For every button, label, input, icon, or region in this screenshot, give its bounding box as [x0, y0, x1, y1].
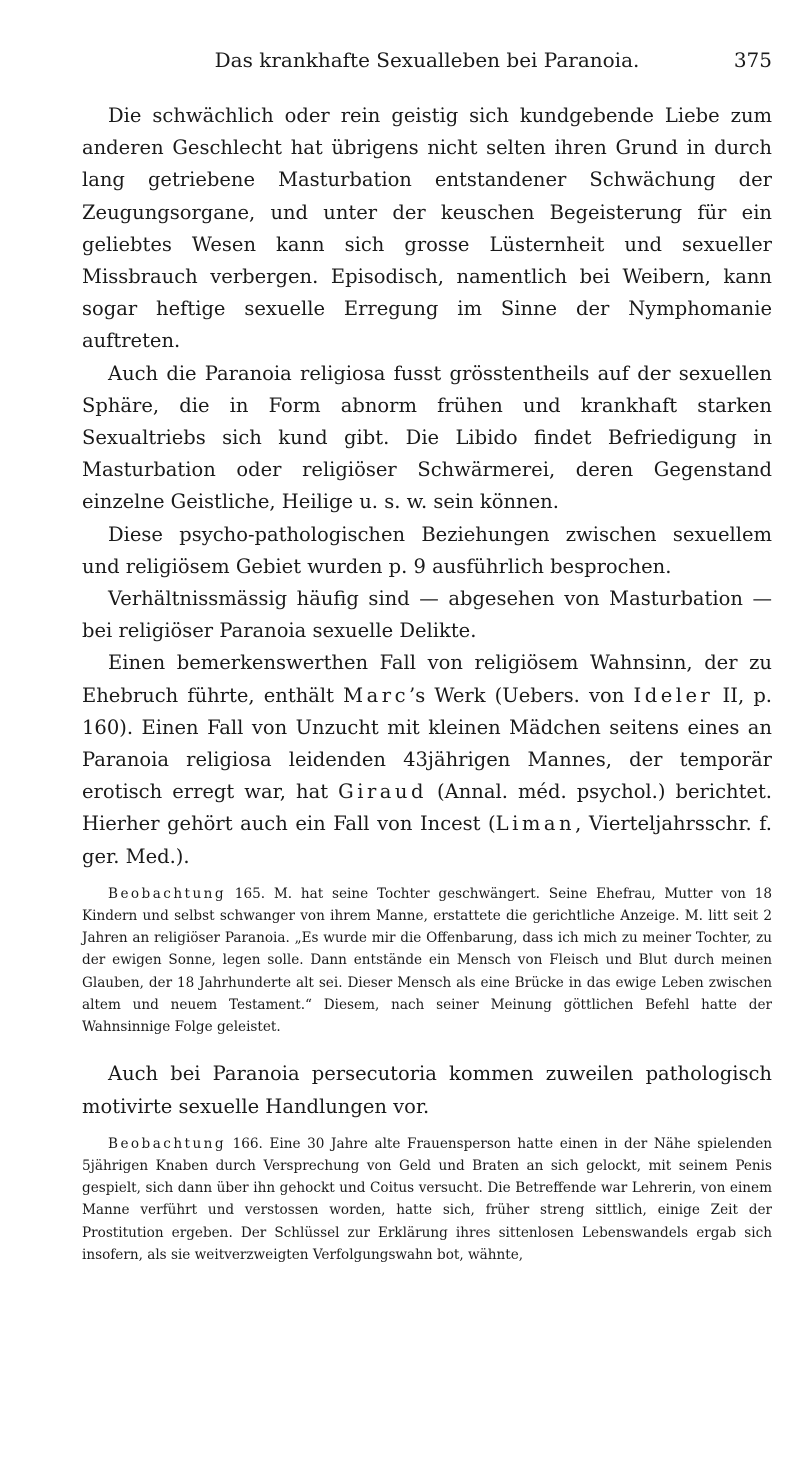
running-header — [82, 48, 772, 88]
page-number: 375 — [733, 48, 772, 72]
text-run: II, p. 160). Einen Fall von Unzucht mit kleinen Mädchen seitens eines an Paranoia religiosa leidenden 43jährigen Mannes, der temporär erotisch erregt war, hat — [82, 683, 773, 804]
observation-165 — [82, 883, 772, 1038]
author-name: Liman — [495, 812, 576, 836]
paragraph: Diese psycho-pathologischen Beziehungen zwischen sexuellem und religiösem Gebiet wurden p. 9 ausführlich besprochen. — [82, 522, 772, 578]
paragraph — [82, 647, 772, 872]
case-text — [82, 883, 772, 1038]
text-run: 165. M. hat seine Tochter geschwängert. Seine Ehefrau, Mutter von 18 Kindern und selbst schwanger von ihrem Manne, erstattete die gerichtliche Anzeige. M. litt seit 2 Jahren an religiöser Paranoia. „Es wurde mir die Offenbarung, dass ich mich zu meiner Tochter, zu der ewigen Sonne, legen solle. Dann entstände ein Mensch von Fleisch und Blut durch meinen Glauben, der 18 Jahrhunderte alt sei. Dieser Mensch als eine Brücke in das ewige Leben zwischen altem und neuem Testament.“ Diesem, nach seiner Meinung göttlichen Befehl hatte der Wahnsinnige Folge geleistet. — [82, 885, 772, 1036]
main-text — [82, 100, 772, 1266]
paragraph: Verhältnissmässig häufig sind — abgesehen von Masturbation — bei religiöser Paranoia sexuelle Delikte. — [82, 587, 772, 643]
case-text — [82, 1133, 772, 1266]
book-page — [82, 0, 772, 1286]
text-run: ’s Werk (Uebers. von — [409, 683, 634, 707]
paragraph: Auch die Paranoia religiosa fusst grösstentheils auf der sexuellen Sphäre, die in Form abnorm frühen und krankhaft starken Sexualtriebs sich kund gibt. Die Libido findet Befriedigung in Masturbation oder religiöser Schwärmerei, deren Gegenstand einzelne Geistliche, Heilige u. s. w. sein können. — [82, 361, 772, 514]
observation-label: Beobachtung — [108, 885, 226, 902]
text-run: 166. Eine 30 Jahre alte Frauensperson hatte einen in der Nähe spielenden 5jährigen Knaben durch Versprechung von Geld und Braten an sich gelockt, mit seinem Penis gespielt, sich dann über ihn gehockt und Coitus versucht. Die Betreffende war Lehrerin, von einem Manne verführt und verstossen worden, hatte sich, früher streng sittlich, einige Zeit der Prostitution ergeben. Der Schlüssel zur Erklärung ihres sittenlosen Lebenswandels ergab sich insofern, als sie weitverzweigten Verfolgungswahn bot, wähnte, — [82, 1135, 772, 1263]
text-run: Einen bemerkenswerthen Fall von religiösem Wahnsinn, der zu Ehebruch führte, enthält — [82, 651, 772, 707]
text-run: (Annal. méd. psychol.) berichtet. Hierher gehört auch ein Fall von Incest ( — [82, 780, 772, 836]
paragraph: Die schwächlich oder rein geistig sich kundgebende Liebe zum anderen Geschlecht hat übrigens nicht selten ihren Grund in durch lang getriebene Masturbation entstandener Schwächung der Zeugungsorgane, und unter der keuschen Begeisterung für ein geliebtes Wesen kann sich grosse Lüsternheit und sexueller Missbrauch verbergen. Episodisch, namentlich bei Weibern, kann sogar heftige sexuelle Erregung im Sinne der Nymphomanie auftreten. — [82, 104, 772, 353]
running-title: Das krankhafte Sexualleben bei Paranoia. — [214, 48, 640, 72]
observation-166 — [82, 1133, 772, 1266]
author-name: Marc — [343, 683, 409, 707]
observation-label: Beobachtung — [108, 1135, 226, 1152]
author-name: Ideler — [633, 683, 714, 707]
text-run: , Vierteljahrsschr. f. ger. Med.). — [82, 812, 772, 868]
author-name: Giraud — [338, 780, 427, 804]
paragraph: Auch bei Paranoia persecutoria kommen zuweilen pathologisch motivirte sexuelle Handlungen vor. — [82, 1062, 772, 1118]
